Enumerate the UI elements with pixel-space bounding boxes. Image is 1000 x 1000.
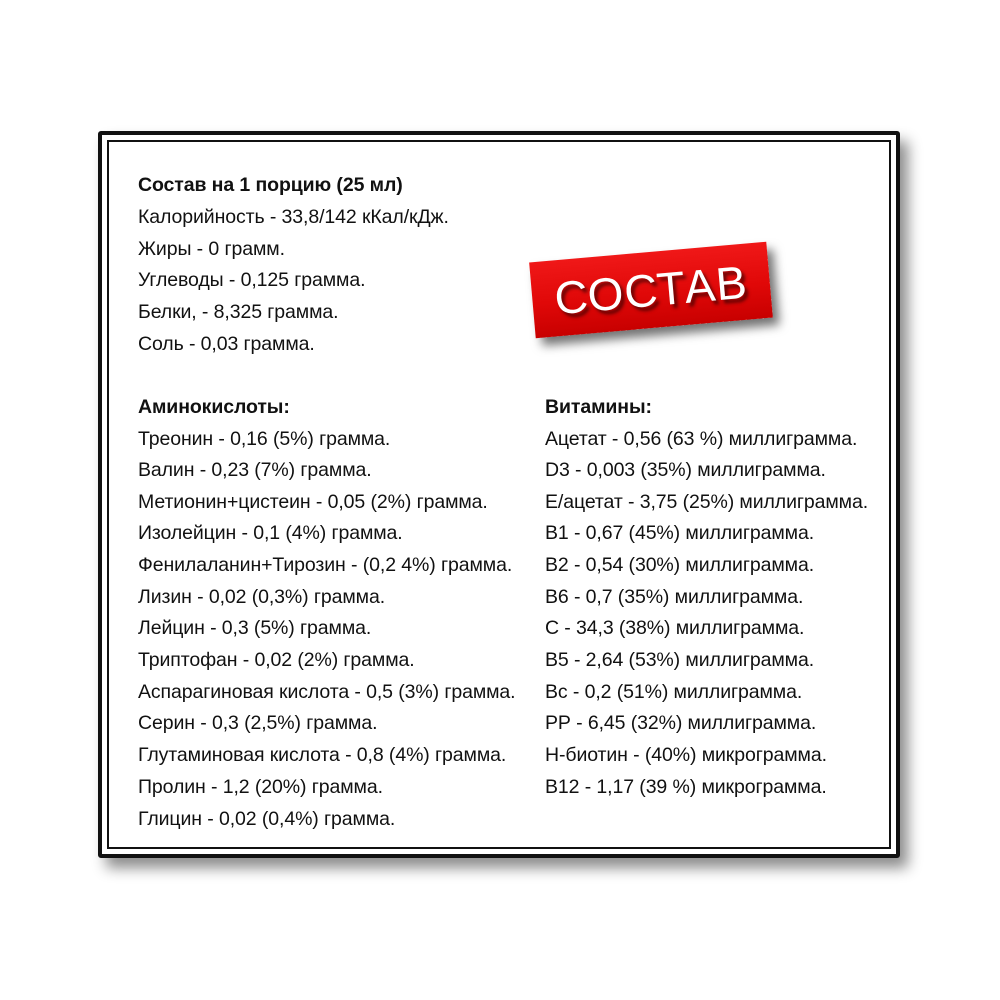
vitamin-item: В6 - 0,7 (35%) миллиграмма. (545, 586, 804, 608)
stamp-text: СОСТАВ (552, 255, 750, 325)
amino-item: Пролин - 1,2 (20%) грамма. (138, 776, 383, 798)
amino-item: Изолейцин - 0,1 (4%) грамма. (138, 522, 403, 544)
amino-item: Валин - 0,23 (7%) грамма. (138, 459, 372, 481)
amino-item: Глицин - 0,02 (0,4%) грамма. (138, 808, 396, 830)
vitamins-title: Витамины: (545, 396, 652, 418)
calories-line: Калорийность - 33,8/142 кКал/кДж. (138, 206, 449, 228)
amino-item: Глутаминовая кислота - 0,8 (4%) грамма. (138, 744, 507, 766)
protein-line: Белки, - 8,325 грамма. (138, 301, 339, 323)
vitamin-item: В12 - 1,17 (39 %) микрограмма. (545, 776, 827, 798)
vitamin-item: РР - 6,45 (32%) миллиграмма. (545, 712, 817, 734)
amino-item: Фенилаланин+Тирозин - (0,2 4%) грамма. (138, 554, 513, 576)
vitamin-item: В5 - 2,64 (53%) миллиграмма. (545, 649, 815, 671)
salt-line: Соль - 0,03 грамма. (138, 333, 315, 355)
amino-item: Треонин - 0,16 (5%) грамма. (138, 428, 391, 450)
amino-item: Метионин+цистеин - 0,05 (2%) грамма. (138, 491, 488, 513)
vitamin-item: Е/ацетат - 3,75 (25%) миллиграмма. (545, 491, 869, 513)
carbs-line: Углеводы - 0,125 грамма. (138, 269, 366, 291)
fats-line: Жиры - 0 грамм. (138, 238, 285, 260)
amino-title: Аминокислоты: (138, 396, 290, 418)
vitamin-item: С - 34,3 (38%) миллиграмма. (545, 617, 805, 639)
vitamin-item: Н-биотин - (40%) микрограмма. (545, 744, 827, 766)
amino-item: Триптофан - 0,02 (2%) грамма. (138, 649, 415, 671)
amino-item: Серин - 0,3 (2,5%) грамма. (138, 712, 378, 734)
amino-item: Аспарагиновая кислота - 0,5 (3%) грамма. (138, 681, 516, 703)
composition-title: Состав на 1 порцию (25 мл) (138, 174, 403, 196)
vitamin-item: В1 - 0,67 (45%) миллиграмма. (545, 522, 815, 544)
vitamin-item: В2 - 0,54 (30%) миллиграмма. (545, 554, 815, 576)
vitamin-item: Ацетат - 0,56 (63 %) миллиграмма. (545, 428, 858, 450)
vitamin-item: Вс - 0,2 (51%) миллиграмма. (545, 681, 803, 703)
vitamin-item: D3 - 0,003 (35%) миллиграмма. (545, 459, 826, 481)
amino-item: Лейцин - 0,3 (5%) грамма. (138, 617, 372, 639)
amino-item: Лизин - 0,02 (0,3%) грамма. (138, 586, 386, 608)
